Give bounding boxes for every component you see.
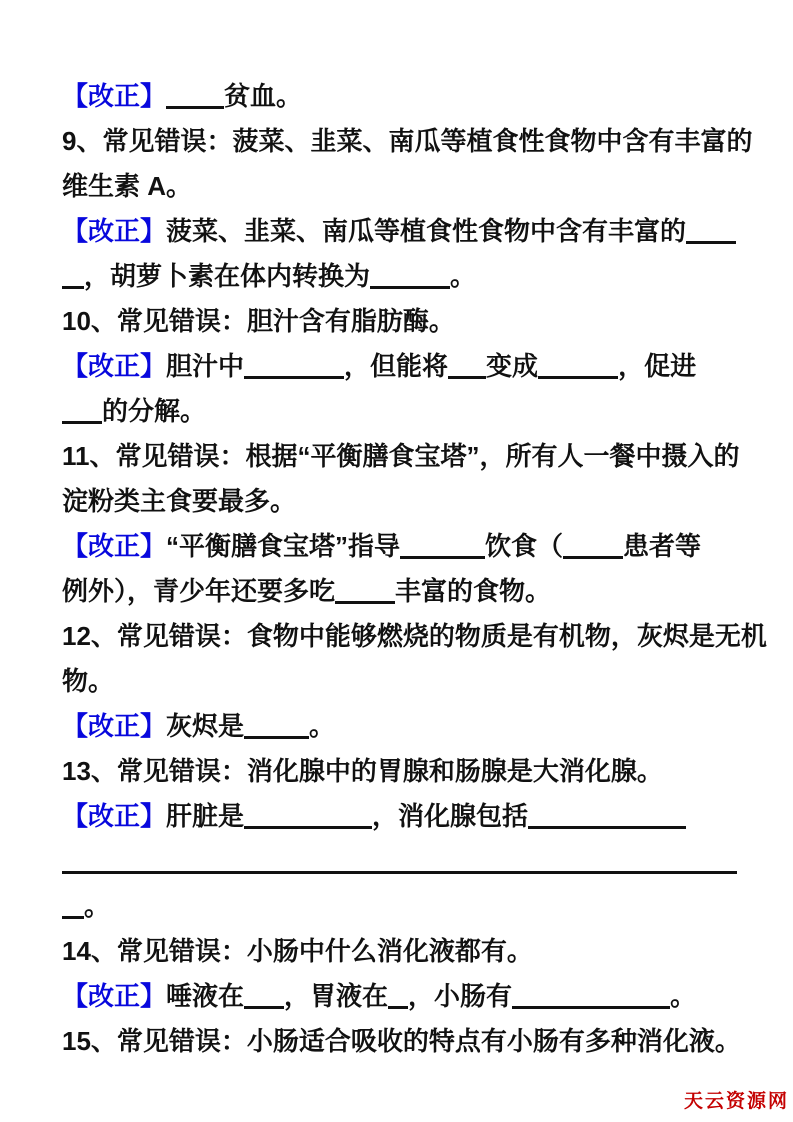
- text-segment: 贫血。: [224, 81, 303, 111]
- correction-label: 【改正】: [62, 981, 167, 1011]
- blank-underline: [62, 867, 737, 874]
- correction-label: 【改正】: [62, 801, 167, 831]
- correction-label: 【改正】: [62, 351, 167, 381]
- document-body: [62, 74, 767, 1064]
- blank-underline: [244, 732, 309, 739]
- text-segment: ，小肠有: [408, 981, 513, 1011]
- text-segment: 。: [450, 261, 477, 291]
- blank-underline: [244, 1002, 284, 1009]
- blank-underline: [400, 552, 485, 559]
- blank-underline: [538, 372, 618, 379]
- blank-underline: [62, 282, 84, 289]
- text-line: [62, 389, 740, 434]
- text-line: [62, 119, 753, 164]
- blank-underline: [370, 282, 450, 289]
- correction-label: 【改正】: [62, 711, 167, 741]
- text-segment: 丰富的食物。: [395, 576, 552, 606]
- text-segment: ，但能将: [344, 351, 449, 381]
- text-segment: 胆汁中: [166, 351, 245, 381]
- text-segment: 菠菜、韭菜、南瓜等植食性食物中含有丰富的: [166, 216, 687, 246]
- text-segment: 11、常见错误：根据“平衡膳食宝塔”，所有人一餐中摄入的: [62, 441, 740, 471]
- text-segment: 变成: [486, 351, 539, 381]
- blank-underline: [528, 822, 686, 829]
- text-line: [62, 659, 740, 704]
- blank-underline: [62, 417, 102, 424]
- text-segment: 淀粉类主食要最多。: [62, 486, 297, 516]
- text-segment: ，胃液在: [284, 981, 389, 1011]
- blank-underline: [686, 237, 736, 244]
- text-segment: 患者等: [623, 531, 702, 561]
- text-segment: 维生素 A。: [62, 171, 193, 201]
- text-line: [62, 524, 740, 569]
- blank-underline: [448, 372, 486, 379]
- text-line: [62, 254, 740, 299]
- blank-underline: [563, 552, 623, 559]
- text-segment: 物。: [62, 666, 115, 696]
- text-segment: 。: [309, 711, 336, 741]
- text-line: [62, 1019, 740, 1064]
- correction-label: 【改正】: [62, 531, 167, 561]
- text-line: [62, 209, 740, 254]
- text-line: [62, 614, 767, 659]
- text-segment: 12、常见错误：食物中能够燃烧的物质是有机物，灰烬是无机: [62, 621, 767, 651]
- blank-underline: [388, 1002, 408, 1009]
- watermark: 天云资源网: [683, 1091, 789, 1112]
- text-line: [62, 794, 740, 839]
- text-line: [62, 749, 740, 794]
- text-segment: 例外），青少年还要多吃: [62, 576, 336, 606]
- text-line: [62, 74, 740, 119]
- text-segment: 15、常见错误：小肠适合吸收的特点有小肠有多种消化液。: [62, 1026, 741, 1056]
- text-segment: 。: [84, 891, 111, 921]
- text-segment: ，促进: [618, 351, 697, 381]
- blank-underline: [244, 822, 372, 829]
- text-segment: 。: [670, 981, 697, 1011]
- text-segment: 唾液在: [166, 981, 245, 1011]
- text-line: [62, 434, 740, 479]
- text-segment: 13、常见错误：消化腺中的胃腺和肠腺是大消化腺。: [62, 756, 663, 786]
- text-segment: 饮食（: [485, 531, 564, 561]
- text-segment: 的分解。: [102, 396, 207, 426]
- text-segment: 灰烬是: [166, 711, 245, 741]
- text-line: [62, 569, 740, 614]
- text-line: [62, 929, 740, 974]
- text-line: [62, 479, 740, 524]
- text-line: [62, 344, 740, 389]
- text-segment: 9、常见错误：菠菜、韭菜、南瓜等植食性食物中含有丰富的: [62, 126, 753, 156]
- blank-underline: [335, 597, 395, 604]
- blank-underline: [62, 912, 84, 919]
- text-line: [62, 299, 740, 344]
- blank-underline: [512, 1002, 670, 1009]
- blank-underline: [166, 102, 224, 109]
- text-segment: “平衡膳食宝塔”指导: [166, 531, 401, 561]
- text-segment: 10、常见错误：胆汁含有脂肪酶。: [62, 306, 455, 336]
- correction-label: 【改正】: [62, 216, 167, 246]
- text-line: [62, 974, 740, 1019]
- text-segment: ，消化腺包括: [372, 801, 529, 831]
- text-line: [62, 884, 740, 929]
- text-line: [62, 839, 740, 884]
- text-segment: 14、常见错误：小肠中什么消化液都有。: [62, 936, 533, 966]
- text-segment: ，胡萝卜素在体内转换为: [84, 261, 371, 291]
- blank-underline: [244, 372, 344, 379]
- correction-label: 【改正】: [62, 81, 167, 111]
- text-segment: 肝脏是: [166, 801, 245, 831]
- text-line: [62, 704, 740, 749]
- text-line: [62, 164, 740, 209]
